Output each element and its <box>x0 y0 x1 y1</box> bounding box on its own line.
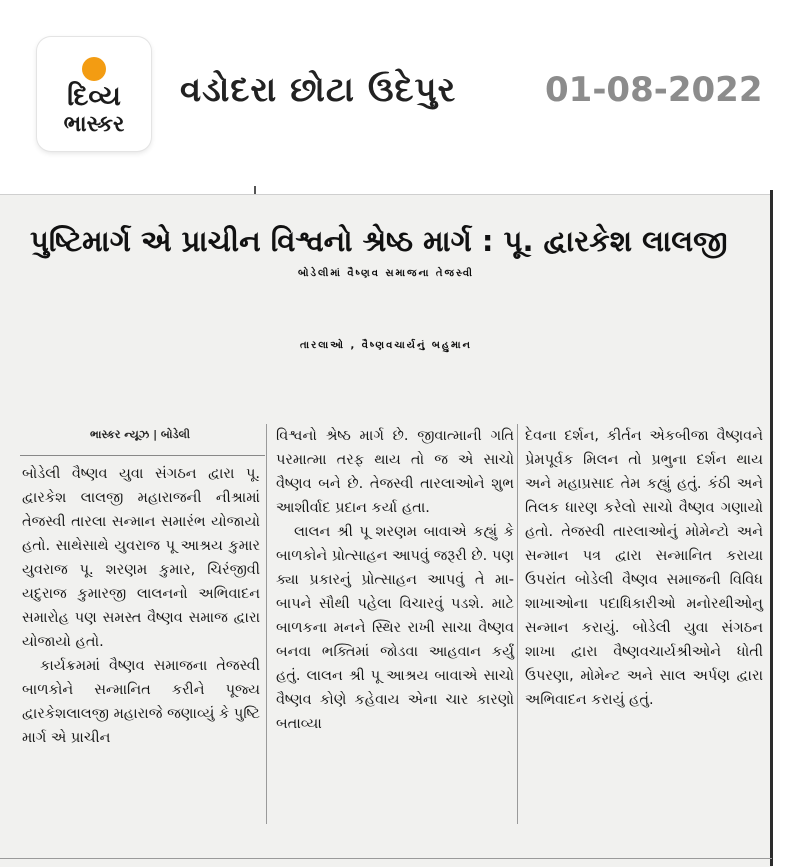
column-1-paragraph-2: કાર્યક્રમમાં વૈષ્ણવ સમાજના તેજસ્વી બાળકોને સન્માનિત કરીને પૂજ્ય દ્વારકેશલાલજી મહારાજે જણાવ્યું કે પુષ્ટિ માર્ગ એ પ્રાચીન <box>22 658 260 746</box>
newspaper-logo <box>37 37 151 151</box>
publication-header <box>0 0 785 185</box>
column-divider-1 <box>266 424 267 824</box>
column-divider-2 <box>517 424 518 824</box>
article-column-3 <box>525 424 763 712</box>
column-2-paragraph-1: વિશ્વનો શ્રેષ્ઠ માર્ગ છે. જીવાત્માની ગતિ પરમાત્મા તરફ થાય તો જ એ સાચો વૈષ્ણવ બને છે. તેજસ્વી તારલાઓને શુભ આશીર્વાદ પ્રદાન કર્યા હતા. <box>276 428 514 516</box>
article-column-2 <box>276 424 514 736</box>
column-3-paragraph-1: દેવના દર્શન, કીર્તન એકબીજા વૈષ્ણવને પ્રેમપૂર્વક મિલન તો પ્રભુના દર્શન થાય અને મહાપ્રસાદ તેમ કહ્યું હતું. કંઠી અને તિલક ધારણ કરેલો સાચો વૈષ્ણવ ગણાયો હતો. તેજસ્વી તારલાઓનું મોમેન્ટો અને સન્માન પત્ર દ્વારા સન્માનિત કરાયા ઉપરાંત બોડેલી વૈષ્ણવ સમાજની વિવિધ શાખાઓના પદાધિકારીઓ મનોરથીઓનુ સન્માન કરાયું. બોડેલી યુવા સંગઠન શાખા દ્વારા વૈષ્ણવચાર્યશ્રીઓને ધોતી ઉપરણા, મોમેન્ટ અને સાલ અર્પણ દ્વારા અભિવાદન કરાયું હતું. <box>525 428 763 708</box>
sun-icon <box>82 57 106 81</box>
logo-text-line1: દિવ્ય <box>67 81 121 112</box>
logo-text-line2: ભાસ્કર <box>63 112 125 137</box>
crop-tick <box>254 186 256 194</box>
article-byline: ભાસ્કર ન્યૂઝ | બોડેલી <box>90 428 190 441</box>
column-1-paragraph-1: બોડેલી વૈષ્ણવ યુવા સંગઠન દ્વારા પૂ. દ્વારકેશ લાલજી મહારાજની નીશ્રામાં તેજસ્વી તારલા સન્માન સમારંભ યોજાયો હતો. સાથેસાથે યુવરાજ પૂ આશ્રય કુમાર યુવરાજ પૂ. શરણમ કુમાર, ચિરંજીવી યદુરાજ કુમારજી લાલનનો અભિવાદન સમારોહ પણ સમસ્ત વૈષ્ણવ સમાજ દ્વારા યોજાયો હતો. <box>22 466 260 650</box>
article-subheadline: પુષ્ટિમાર્ગ એ પ્રાચીન વિશ્વનો શ્રેષ્ઠ માર્ગ : પૂ. દ્વારકેશ લાલજી <box>30 224 728 258</box>
article-headline-line1: બોડેલીમાં વૈષ્ણવ સમાજના તેજસ્વી <box>297 268 475 279</box>
column-2-paragraph-2: લાલન શ્રી પૂ શરણમ બાવાએ કહ્યું કે બાળકોને પ્રોત્સાહન આપવું જરૂરી છે. પણ ક્યા પ્રકારનું પ્રોત્સાહન આપવું તે મા-બાપને સૌથી પહેલા વિચારવું પડશે. માટે બાળકના મનને સ્થિર રાખી સાચા વૈષ્ણવ બનવા ભક્તિમાં જોડવા આહવાન કર્યું હતું. લાલન શ્રી પૂ આશ્રય બાવાએ સાચો વૈષ્ણવ કોણે કહેવાય એના ચાર કારણો બતાવ્યા <box>276 524 514 732</box>
clipping-edge <box>770 190 773 866</box>
edition-name: વડોદરા છોટા ઉદેપુર <box>180 70 457 110</box>
article-column-1 <box>22 462 260 750</box>
article-headline-line2: તારલાઓ , વૈષ્ણવચાર્યનું બહુમાન <box>300 340 472 351</box>
clipping-bottom-rule <box>0 858 772 859</box>
byline-divider <box>20 455 265 456</box>
edition-date: 01-08-2022 <box>545 70 763 110</box>
